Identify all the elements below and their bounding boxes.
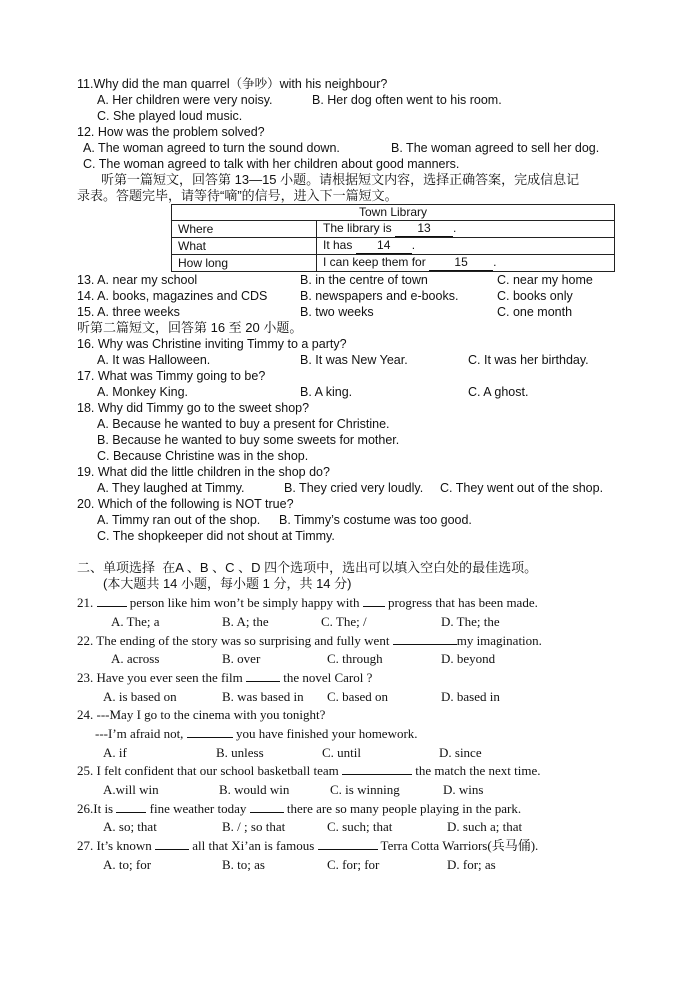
q21-option-d: D. The; the (441, 614, 500, 629)
q13-option-c: C. near my home (497, 273, 593, 287)
q22-option-c: C. through (327, 651, 383, 666)
q13-option-b: B. in the centre of town (300, 273, 428, 287)
q24-option-b: B. unless (216, 745, 264, 760)
q25-option-a: A.will win (103, 782, 159, 797)
q22-option-d: D. beyond (441, 651, 496, 666)
q24-option-d: D. since (439, 745, 482, 760)
row-label: What (172, 238, 317, 255)
q21-option-b: B. A; the (222, 614, 269, 629)
q18-option-a: A. Because he wanted to buy a present for Christine. (97, 417, 390, 431)
q25-stem: 25. I felt confident that our school basketball team the match the next time. (77, 763, 541, 778)
q27-option-a: A. to; for (103, 857, 152, 872)
q22-option-a: A. across (111, 651, 160, 666)
table-row (172, 221, 615, 238)
section-2-score: (本大题共 14 小题，每小题 1 分，共 14 分) (103, 576, 352, 591)
q20-option-a: A. Timmy ran out of the shop. (97, 513, 261, 527)
answer-blank[interactable] (97, 595, 127, 607)
q17-option-c: C. A ghost. (468, 385, 529, 399)
q15-option-a: 15. A. three weeks (77, 305, 180, 319)
q15-option-c: C. one month (497, 305, 573, 319)
q22-option-b: B. over (222, 651, 261, 666)
q27-option-d: D. for; as (447, 857, 496, 872)
q19-stem: 19. What did the little children in the shop do? (77, 465, 330, 479)
q25-option-c: C. is winning (330, 782, 400, 797)
table-row (172, 238, 615, 255)
q23-option-d: D. based in (441, 689, 500, 704)
q27-stem: 27. It’s known all that Xi’an is famous Terra Cotta Warriors(兵马俑). (77, 838, 539, 853)
q26-option-d: D. such a; that (447, 819, 523, 834)
answer-blank-15[interactable]: 15 (429, 255, 493, 271)
answer-blank[interactable] (155, 838, 189, 850)
q16-option-a: A. It was Halloween. (97, 353, 211, 367)
answer-blank[interactable] (318, 838, 378, 850)
q12-option-b: B. The woman agreed to sell her dog. (391, 141, 600, 155)
q20-stem: 20. Which of the following is NOT true? (77, 497, 294, 511)
instruction-1-line1: 听第一篇短文，回答第 13—15 小题。请根据短文内容，选择正确答案，完成信息记 (101, 172, 580, 187)
section-2-heading: 二、单项选择 在A 、B 、C 、D 四个选项中，选出可以填入空白处的最佳选项。 (77, 560, 538, 575)
q19-option-a: A. They laughed at Timmy. (97, 481, 245, 495)
q11-option-c: C. She played loud music. (97, 109, 243, 123)
q24-response: ---I’m afraid not, you have finished your homework. (95, 726, 418, 741)
row-label: Where (172, 221, 317, 238)
answer-blank[interactable] (246, 670, 280, 682)
town-library-table (171, 204, 615, 272)
q12-stem: 12. How was the problem solved? (77, 125, 265, 139)
table-row (172, 255, 615, 272)
q12-option-a: A. The woman agreed to turn the sound down. (83, 141, 340, 155)
q17-option-b: B. A king. (300, 385, 353, 399)
q22-stem: 22. The ending of the story was so surprising and fully went my imagination. (77, 633, 542, 648)
q18-stem: 18. Why did Timmy go to the sweet shop? (77, 401, 310, 415)
q23-option-b: B. was based in (222, 689, 304, 704)
instruction-1-line2: 录表。答题完毕，请等待“嘀”的信号，进入下一篇短文。 (77, 188, 398, 203)
q12-option-c: C. The woman agreed to talk with her children about good manners. (83, 157, 460, 171)
answer-blank[interactable] (393, 633, 457, 645)
q21-option-c: C. The; / (321, 614, 367, 629)
q18-option-c: C. Because Christine was in the shop. (97, 449, 309, 463)
instruction-2: 听第二篇短文，回答第 16 至 20 小题。 (77, 320, 303, 335)
q18-option-b: B. Because he wanted to buy some sweets for mother. (97, 433, 400, 447)
q14-option-c: C. books only (497, 289, 573, 303)
q26-option-c: C. such; that (327, 819, 393, 834)
q20-option-b: B. Timmy’s costume was too good. (279, 513, 472, 527)
q20-option-c: C. The shopkeeper did not shout at Timmy. (97, 529, 335, 543)
q14-option-a: 14. A. books, magazines and CDS (77, 289, 268, 303)
q14-option-b: B. newspapers and e-books. (300, 289, 459, 303)
row-value: It has 14 . (317, 238, 615, 255)
q17-option-a: A. Monkey King. (97, 385, 189, 399)
answer-blank[interactable] (116, 801, 146, 813)
q15-option-b: B. two weeks (300, 305, 374, 319)
q16-option-b: B. It was New Year. (300, 353, 408, 367)
q26-stem: 26.It is fine weather today there are so many people playing in the park. (77, 801, 522, 816)
q11-option-a: A. Her children were very noisy. (97, 93, 273, 107)
q16-stem: 16. Why was Christine inviting Timmy to a party? (77, 337, 347, 351)
q27-option-b: B. to; as (222, 857, 265, 872)
q24-stem: 24. ---May I go to the cinema with you tonight? (77, 707, 326, 722)
q24-option-c: C. until (322, 745, 362, 760)
q23-stem: 23. Have you ever seen the film the novel Carol ? (77, 670, 373, 685)
q24-option-a: A. if (103, 745, 127, 760)
q23-option-a: A. is based on (103, 689, 177, 704)
row-value: I can keep them for 15 . (317, 255, 615, 272)
answer-blank[interactable] (250, 801, 284, 813)
q19-option-b: B. They cried very loudly. (284, 481, 424, 495)
row-value: The library is 13 . (317, 221, 615, 238)
q21-option-a: A. The; a (111, 614, 160, 629)
q23-option-c: C. based on (327, 689, 389, 704)
answer-blank-13[interactable]: 13 (395, 221, 453, 237)
q26-option-b: B. / ; so that (222, 819, 286, 834)
answer-blank[interactable] (342, 763, 412, 775)
q26-option-a: A. so; that (103, 819, 157, 834)
q27-option-c: C. for; for (327, 857, 380, 872)
q17-stem: 17. What was Timmy going to be? (77, 369, 266, 383)
q25-option-b: B. would win (219, 782, 290, 797)
table-title: Town Library (172, 205, 615, 221)
q11-stem: 11.Why did the man quarrel（争吵）with his neighbour? (77, 77, 388, 91)
answer-blank[interactable] (187, 726, 233, 738)
q13-option-a: 13. A. near my school (77, 273, 198, 287)
row-label: How long (172, 255, 317, 272)
q16-option-c: C. It was her birthday. (468, 353, 589, 367)
answer-blank[interactable] (363, 595, 385, 607)
q25-option-d: D. wins (443, 782, 484, 797)
q19-option-c: C. They went out of the shop. (440, 481, 604, 495)
q21-stem: 21. person like him won’t be simply happy with progress that has been made. (77, 595, 538, 610)
q11-option-b: B. Her dog often went to his room. (312, 93, 502, 107)
answer-blank-14[interactable]: 14 (356, 238, 412, 254)
